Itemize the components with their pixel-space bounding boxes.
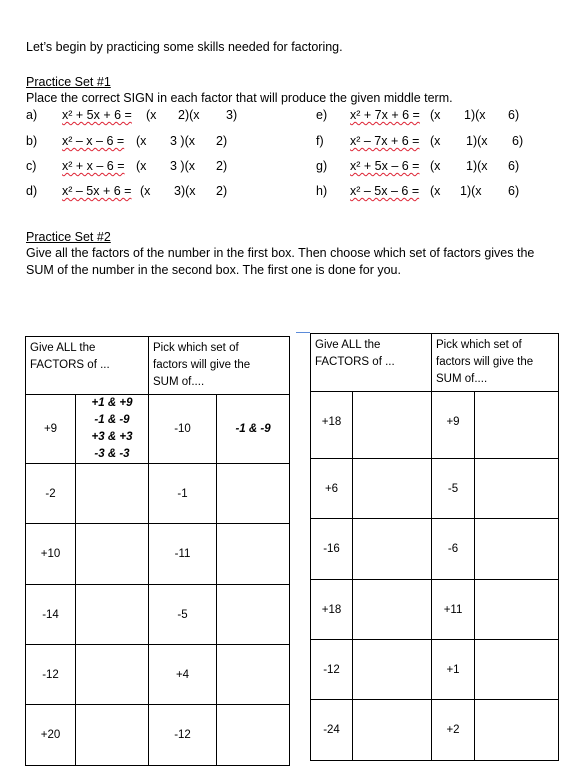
table-row xyxy=(26,524,290,585)
factor-open: (x xyxy=(430,159,441,173)
sum-answer-cell[interactable] xyxy=(475,392,559,459)
table-row xyxy=(311,700,559,761)
number-cell: -14 xyxy=(26,585,76,645)
sum-answer-cell[interactable] xyxy=(217,585,290,645)
table-row xyxy=(26,645,290,705)
factor-end: 6) xyxy=(508,184,520,198)
problem-label: f) xyxy=(316,134,324,148)
table-row xyxy=(311,459,559,519)
factor-open: (x xyxy=(136,134,147,148)
number-cell: +6 xyxy=(311,459,353,519)
header-line: SUM of.... xyxy=(153,376,205,388)
factor-pair: +3 & +3 xyxy=(91,431,133,443)
table-header-row xyxy=(311,334,559,392)
sum-cell: +1 xyxy=(432,640,475,700)
sum-answer-cell[interactable] xyxy=(475,519,559,580)
number-cell: +10 xyxy=(26,524,76,585)
factors-answer-cell[interactable] xyxy=(76,585,149,645)
factors-answer-cell[interactable] xyxy=(353,459,432,519)
factors-answer-cell[interactable] xyxy=(353,392,432,459)
factor-end: 3) xyxy=(226,108,238,122)
problem-expression: x² – 5x + 6 = xyxy=(62,184,132,198)
set2-title: Practice Set #2 xyxy=(26,230,111,244)
table-row xyxy=(26,705,290,766)
sum-answer-cell[interactable]: -1 & -9 xyxy=(217,395,290,464)
factor-middle: 3)(x xyxy=(174,184,196,198)
table-header-row xyxy=(26,337,290,395)
number-cell: -12 xyxy=(311,640,353,700)
number-cell: -12 xyxy=(26,645,76,705)
factor-end: 2) xyxy=(216,134,228,148)
factors-table-left xyxy=(25,336,290,766)
problem-expression: x² + 7x + 6 = xyxy=(350,108,420,122)
header-line: SUM of.... xyxy=(436,373,488,385)
number-cell: -16 xyxy=(311,519,353,580)
factor-open: (x xyxy=(146,108,157,122)
factor-end: 6) xyxy=(508,159,520,173)
set1-title: Practice Set #1 xyxy=(26,75,111,89)
problem-expression: x² + 5x – 6 = xyxy=(350,159,420,173)
sum-cell: -6 xyxy=(432,519,475,580)
problem-label: g) xyxy=(316,159,328,173)
factor-open: (x xyxy=(430,134,441,148)
header-line: Give ALL the xyxy=(30,342,96,354)
number-cell: +18 xyxy=(311,392,353,459)
sum-cell: +9 xyxy=(432,392,475,459)
problem-label: b) xyxy=(26,134,38,148)
problem-label: c) xyxy=(26,159,37,173)
number-cell: -2 xyxy=(26,464,76,524)
problem-expression: x² + 5x + 6 = xyxy=(62,108,132,122)
sum-cell: -11 xyxy=(149,524,217,585)
factors-answer-cell[interactable] xyxy=(76,705,149,766)
sum-cell: -1 xyxy=(149,464,217,524)
sum-header xyxy=(432,334,559,392)
factor-pair: +1 & +9 xyxy=(91,397,133,409)
factor-end: 6) xyxy=(512,134,524,148)
sum-answer-cell[interactable] xyxy=(217,524,290,585)
factor-end: 2) xyxy=(216,184,228,198)
sum-cell: +2 xyxy=(432,700,475,761)
factors-header xyxy=(311,334,432,392)
header-line: factors will give the xyxy=(153,359,251,371)
sum-answer-cell[interactable] xyxy=(217,464,290,524)
sum-answer-cell[interactable] xyxy=(475,640,559,700)
table-row xyxy=(311,519,559,580)
factor-middle: 2)(x xyxy=(178,108,200,122)
intro-text: Let’s begin by practicing some skills needed for factoring. xyxy=(26,40,343,54)
sum-cell: -12 xyxy=(149,705,217,766)
sum-answer-cell[interactable] xyxy=(217,645,290,705)
factor-pair: -1 & -9 xyxy=(94,414,130,426)
table-row xyxy=(26,464,290,524)
problem-expression: x² + x – 6 = xyxy=(62,159,125,173)
set1-instruction: Place the correct SIGN in each factor that will produce the given middle term. xyxy=(26,91,453,105)
header-line: FACTORS of ... xyxy=(315,356,395,368)
table-row xyxy=(26,585,290,645)
sum-cell: -5 xyxy=(149,585,217,645)
set2-instruction-line1: Give all the factors of the number in the first box. Then choose which set of factors gives the xyxy=(26,246,535,260)
sum-header xyxy=(149,337,290,395)
sum-cell: +11 xyxy=(432,580,475,640)
header-line: FACTORS of ... xyxy=(30,359,110,371)
sum-answer-cell[interactable] xyxy=(475,700,559,761)
table-row xyxy=(311,580,559,640)
factors-answer-cell[interactable] xyxy=(353,700,432,761)
factors-answer-cell[interactable] xyxy=(76,524,149,585)
factors-answer-cell[interactable] xyxy=(353,580,432,640)
header-line: Pick which set of xyxy=(153,342,239,354)
header-line: factors will give the xyxy=(436,356,534,368)
factor-middle: 1)(x xyxy=(460,184,482,198)
problem-label: d) xyxy=(26,184,38,198)
cursor-mark xyxy=(296,332,310,333)
factors-answer-cell[interactable] xyxy=(76,645,149,705)
table-row xyxy=(311,640,559,700)
sum-answer-cell[interactable] xyxy=(217,705,290,766)
example-factor-list xyxy=(76,395,148,463)
factor-end: 2) xyxy=(216,159,228,173)
factors-table-right xyxy=(310,333,559,761)
sum-cell: +4 xyxy=(149,645,217,705)
factor-middle: 1)(x xyxy=(466,134,488,148)
factors-answer-cell[interactable] xyxy=(353,640,432,700)
problem-label: h) xyxy=(316,184,328,198)
number-cell: +18 xyxy=(311,580,353,640)
sum-answer-cell[interactable] xyxy=(475,459,559,519)
set2-instruction-line2: SUM of the number in the second box. The first one is done for you. xyxy=(26,263,401,277)
factors-header xyxy=(26,337,149,395)
factor-pair: -3 & -3 xyxy=(94,448,130,460)
factor-open: (x xyxy=(430,184,441,198)
factor-middle: 1)(x xyxy=(466,159,488,173)
factor-end: 6) xyxy=(508,108,520,122)
factors-answer-cell[interactable] xyxy=(76,464,149,524)
factor-open: (x xyxy=(136,159,147,173)
number-cell: +9 xyxy=(26,395,76,464)
factor-open: (x xyxy=(140,184,151,198)
table-row xyxy=(26,395,290,464)
problem-expression: x² – 5x – 6 = xyxy=(350,184,420,198)
factors-answer-cell[interactable] xyxy=(76,395,149,464)
factors-answer-cell[interactable] xyxy=(353,519,432,580)
number-cell: -24 xyxy=(311,700,353,761)
number-cell: +20 xyxy=(26,705,76,766)
factor-middle: 1)(x xyxy=(464,108,486,122)
sum-answer-cell[interactable] xyxy=(475,580,559,640)
factor-middle: 3 )(x xyxy=(170,159,195,173)
table-row xyxy=(311,392,559,459)
factor-middle: 3 )(x xyxy=(170,134,195,148)
problem-expression: x² – 7x + 6 = xyxy=(350,134,420,148)
problem-label: e) xyxy=(316,108,328,122)
header-line: Give ALL the xyxy=(315,339,381,351)
factor-open: (x xyxy=(430,108,441,122)
problem-expression: x² – x – 6 = xyxy=(62,134,125,148)
header-line: Pick which set of xyxy=(436,339,522,351)
problem-label: a) xyxy=(26,108,38,122)
sum-cell: -5 xyxy=(432,459,475,519)
sum-cell: -10 xyxy=(149,395,217,464)
